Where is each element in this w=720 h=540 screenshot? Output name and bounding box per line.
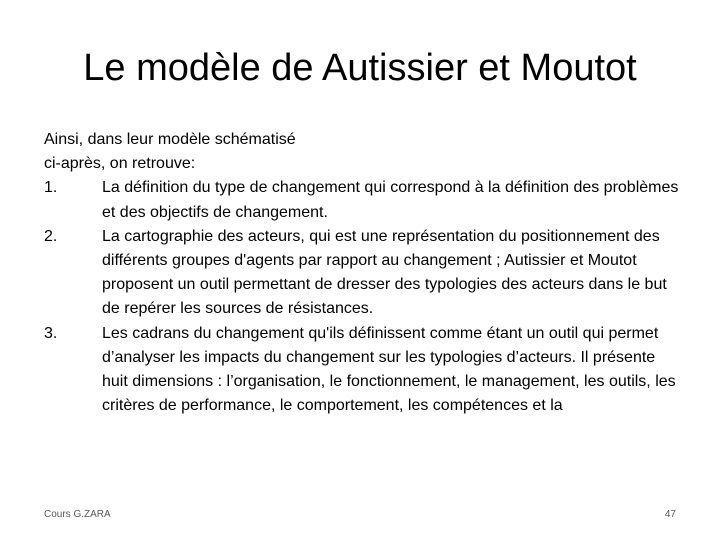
list-item-text: La définition du type de changement qui correspond à la définition des problèmes et des objectifs de changement.	[102, 179, 679, 221]
list-item-number: 2.	[44, 227, 58, 245]
list-item	[44, 225, 684, 322]
list-item	[44, 176, 684, 224]
list-item-number: 1.	[44, 179, 58, 197]
list-item-text: Les cadrans du changement qu'ils définissent comme étant un outil qui permet d’analyser les impacts du changement sur les typologies d’acteurs. Il présente huit dimensions : l’organisation, le fonctionnement, le management, les outils, les critères de performance, le comportement, les compétences et la	[102, 324, 676, 415]
intro-line-1: Ainsi, dans leur modèle schématisé	[44, 131, 296, 148]
list-item-text: La cartographie des acteurs, qui est une représentation du positionnement des différents groupes d'agents par rapport au changement ; Autissier et Moutot proposent un outil permettant de dresser des typologies des acteurs dans le but de repérer les sources de résistances.	[102, 227, 667, 318]
footer-author: Cours G.ZARA	[44, 509, 111, 520]
intro-line-2: ci-après, on retrouve:	[44, 155, 196, 173]
list-item	[44, 322, 684, 419]
numbered-list	[44, 176, 684, 418]
slide-title: Le modèle de Autissier et Moutot	[83, 47, 637, 89]
footer-page-number: 47	[664, 509, 676, 520]
list-item-number: 3.	[44, 324, 58, 342]
slide-body	[44, 128, 684, 418]
